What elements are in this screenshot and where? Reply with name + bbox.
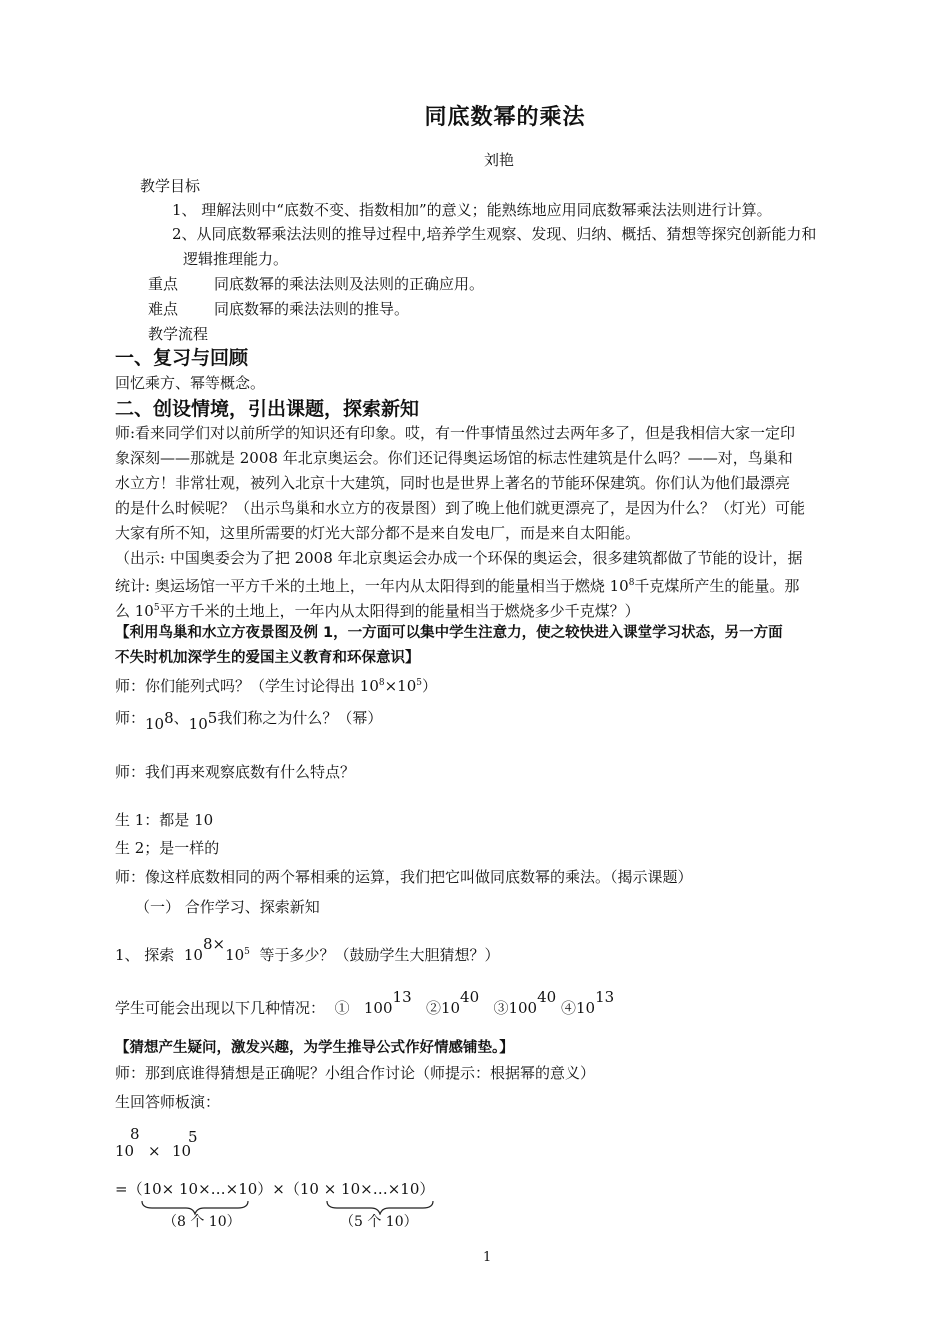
power-exponent: 40 xyxy=(460,988,480,1006)
paragraph-line: 象深刻——那就是 2008 年北京奥运会。你们还记得奥运场馆的标志性建筑是什么吗？——对，鸟巢和 xyxy=(115,449,793,467)
section-1-text: 回忆乘方、幂等概念。 xyxy=(115,374,266,392)
objective-2-line-1: 2、从同底数幂乘法法则的推导过程中,培养学生观察、发现、归纳、概括、猜想等探究创新能力和 xyxy=(172,225,817,243)
text-span: 等于多少？（鼓励学生大胆猜想？） xyxy=(259,946,500,964)
text-span: ×10 xyxy=(384,677,417,695)
exponent: 5 xyxy=(153,603,160,613)
teaching-note-line-2: 不失时机加深学生的爱国主义教育和环保意识】 xyxy=(115,650,420,666)
text-span: 学生可能会出现以下几种情况： xyxy=(115,999,326,1017)
paragraph-2-line-1: （出示: 中国奥委会为了把 2008 年北京奥运会办成一个环保的奥运会，很多建筑都做了节能的设计，据 xyxy=(115,549,803,567)
brace-label-1: （8 个 10） xyxy=(163,1214,241,1230)
flow-heading: 教学流程 xyxy=(148,325,209,343)
power-base: 10 xyxy=(440,999,461,1017)
student-board-work: 生回答师板演： xyxy=(115,1093,221,1111)
teaching-note-line-1: 【利用鸟巢和水立方夜景图及例 1，一方面可以集中学生注意力，使之较快进入课堂学习状态，另一方面 xyxy=(115,625,783,641)
power-base: 10 xyxy=(183,946,203,964)
power-exponent: 5 xyxy=(207,709,218,727)
power-exponent: 8 xyxy=(164,709,174,727)
power-exponent: 13 xyxy=(392,988,412,1006)
difficulty-text: 同底数幂的乘法法则的推导。 xyxy=(214,300,410,318)
text-span: 统计: 奥运场馆一平方千米的土地上，一年内从太阳得到的能量相当于燃烧 10 xyxy=(115,577,629,595)
exponent: 5 xyxy=(416,678,422,688)
teacher-statement: 师：像这样底数相同的两个幂相乘的运算，我们把它叫做同底数幂的乘法。（揭示课题） xyxy=(115,868,693,886)
times-sign: × xyxy=(148,1142,161,1160)
power-base: 10 xyxy=(145,715,165,733)
exponent: 8 xyxy=(628,578,635,588)
case-marker: ① xyxy=(334,999,350,1017)
power-base: 10 xyxy=(188,715,208,733)
student-answer-1: 生 1：都是 10 xyxy=(115,811,214,829)
paragraph-line: 大家有所不知，这里所需要的灯光大部分都不是来自发电厂，而是来自太阳能。 xyxy=(115,524,641,542)
case-marker: ④ xyxy=(560,999,576,1017)
expression-exponent: 5 xyxy=(188,1128,198,1146)
brace-label-2: （5 个 10） xyxy=(340,1214,418,1230)
power-base: 100 xyxy=(508,999,538,1017)
teacher-question-5: 师：那到底谁得猜想是正确呢？小组合作讨论（师提示：根据幂的意义） xyxy=(115,1064,596,1082)
power-exponent: 8 xyxy=(202,935,213,953)
objective-1: 1、 理解法则中“底数不变、指数相加”的意义；能熟练地应用同底数幂乘法法则进行计算。 xyxy=(172,201,772,219)
paragraph-2-line-3 xyxy=(115,598,640,621)
paragraph-line: 水立方！非常壮观，被列入北京十大建筑，同时也是世界上著名的节能环保建筑。你们认为他们最漂亮 xyxy=(115,474,791,492)
text-span: 我们称之为什么？（幂） xyxy=(217,709,383,727)
teaching-note-2: 【猜想产生疑问，激发兴趣，为学生推导公式作好情感铺垫。】 xyxy=(115,1040,514,1056)
objectives-heading: 教学目标 xyxy=(140,177,201,195)
teacher-question-2 xyxy=(115,708,383,733)
power-base: 100 xyxy=(363,999,393,1017)
case-marker: ② xyxy=(425,999,441,1017)
power-base: 10 xyxy=(576,999,596,1017)
paragraph-line: 的是什么时候呢？（出示鸟巢和水立方的夜景图）到了晚上他们就更漂亮了，是因为什么？（灯光）可能 xyxy=(115,499,806,517)
power-exponent: 13 xyxy=(595,988,615,1006)
cases-line xyxy=(115,988,615,1018)
exponent: 8 xyxy=(378,678,385,688)
page-number: 1 xyxy=(483,1250,492,1265)
key-point-label: 重点 xyxy=(148,275,179,293)
subsection-heading: （一） 合作学习、探索新知 xyxy=(135,898,320,916)
key-point-text: 同底数幂的乘法法则及法则的正确应用。 xyxy=(214,275,485,293)
case-marker: ③ xyxy=(493,999,509,1017)
expansion-expression: =（10× 10×…×10）×（10 × 10×…×10） xyxy=(115,1180,435,1198)
objective-2-line-2: 逻辑推理能力。 xyxy=(183,250,289,268)
text-span: 千克煤所产生的能量。那 xyxy=(634,577,800,595)
text-span: 1、 探索 xyxy=(115,946,175,964)
text-span: 平方千米的土地上，一年内从太阳得到的能量相当于燃烧多少千克煤？） xyxy=(159,602,640,620)
teacher-question-3: 师：我们再来观察底数有什么特点？ xyxy=(115,763,356,781)
document-title: 同底数幂的乘法 xyxy=(424,105,586,130)
section-2-heading: 二、创设情境，引出课题，探索新知 xyxy=(115,398,420,420)
author-name: 刘艳 xyxy=(484,151,515,169)
difficulty-label: 难点 xyxy=(148,300,179,318)
text-span: 师： xyxy=(115,709,146,727)
explore-line xyxy=(115,935,500,965)
text-span: ） xyxy=(421,677,437,695)
paragraph-line: 师:看来同学们对以前所学的知识还有印象。哎，有一件事情虽然过去两年多了，但是我相信大家一定印 xyxy=(115,424,796,442)
expression-exponent: 8 xyxy=(130,1125,140,1143)
teacher-question-1 xyxy=(115,673,437,696)
section-1-heading: 一、复习与回顾 xyxy=(115,347,249,369)
power-base: 10 xyxy=(225,946,245,964)
text-span: 么 10 xyxy=(115,602,154,620)
separator: 、 xyxy=(173,709,189,727)
power-exponent: 5 xyxy=(244,947,250,957)
power-exponent: 40 xyxy=(537,988,557,1006)
text-span: 师：你们能列式吗？（学生讨论得出 10 xyxy=(115,677,379,695)
times-sign: × xyxy=(212,935,226,953)
student-answer-2: 生 2；是一样的 xyxy=(115,839,220,857)
expression-base: 10 xyxy=(115,1142,135,1160)
paragraph-2-line-2 xyxy=(115,573,799,596)
expression-base: 10 xyxy=(172,1142,192,1160)
